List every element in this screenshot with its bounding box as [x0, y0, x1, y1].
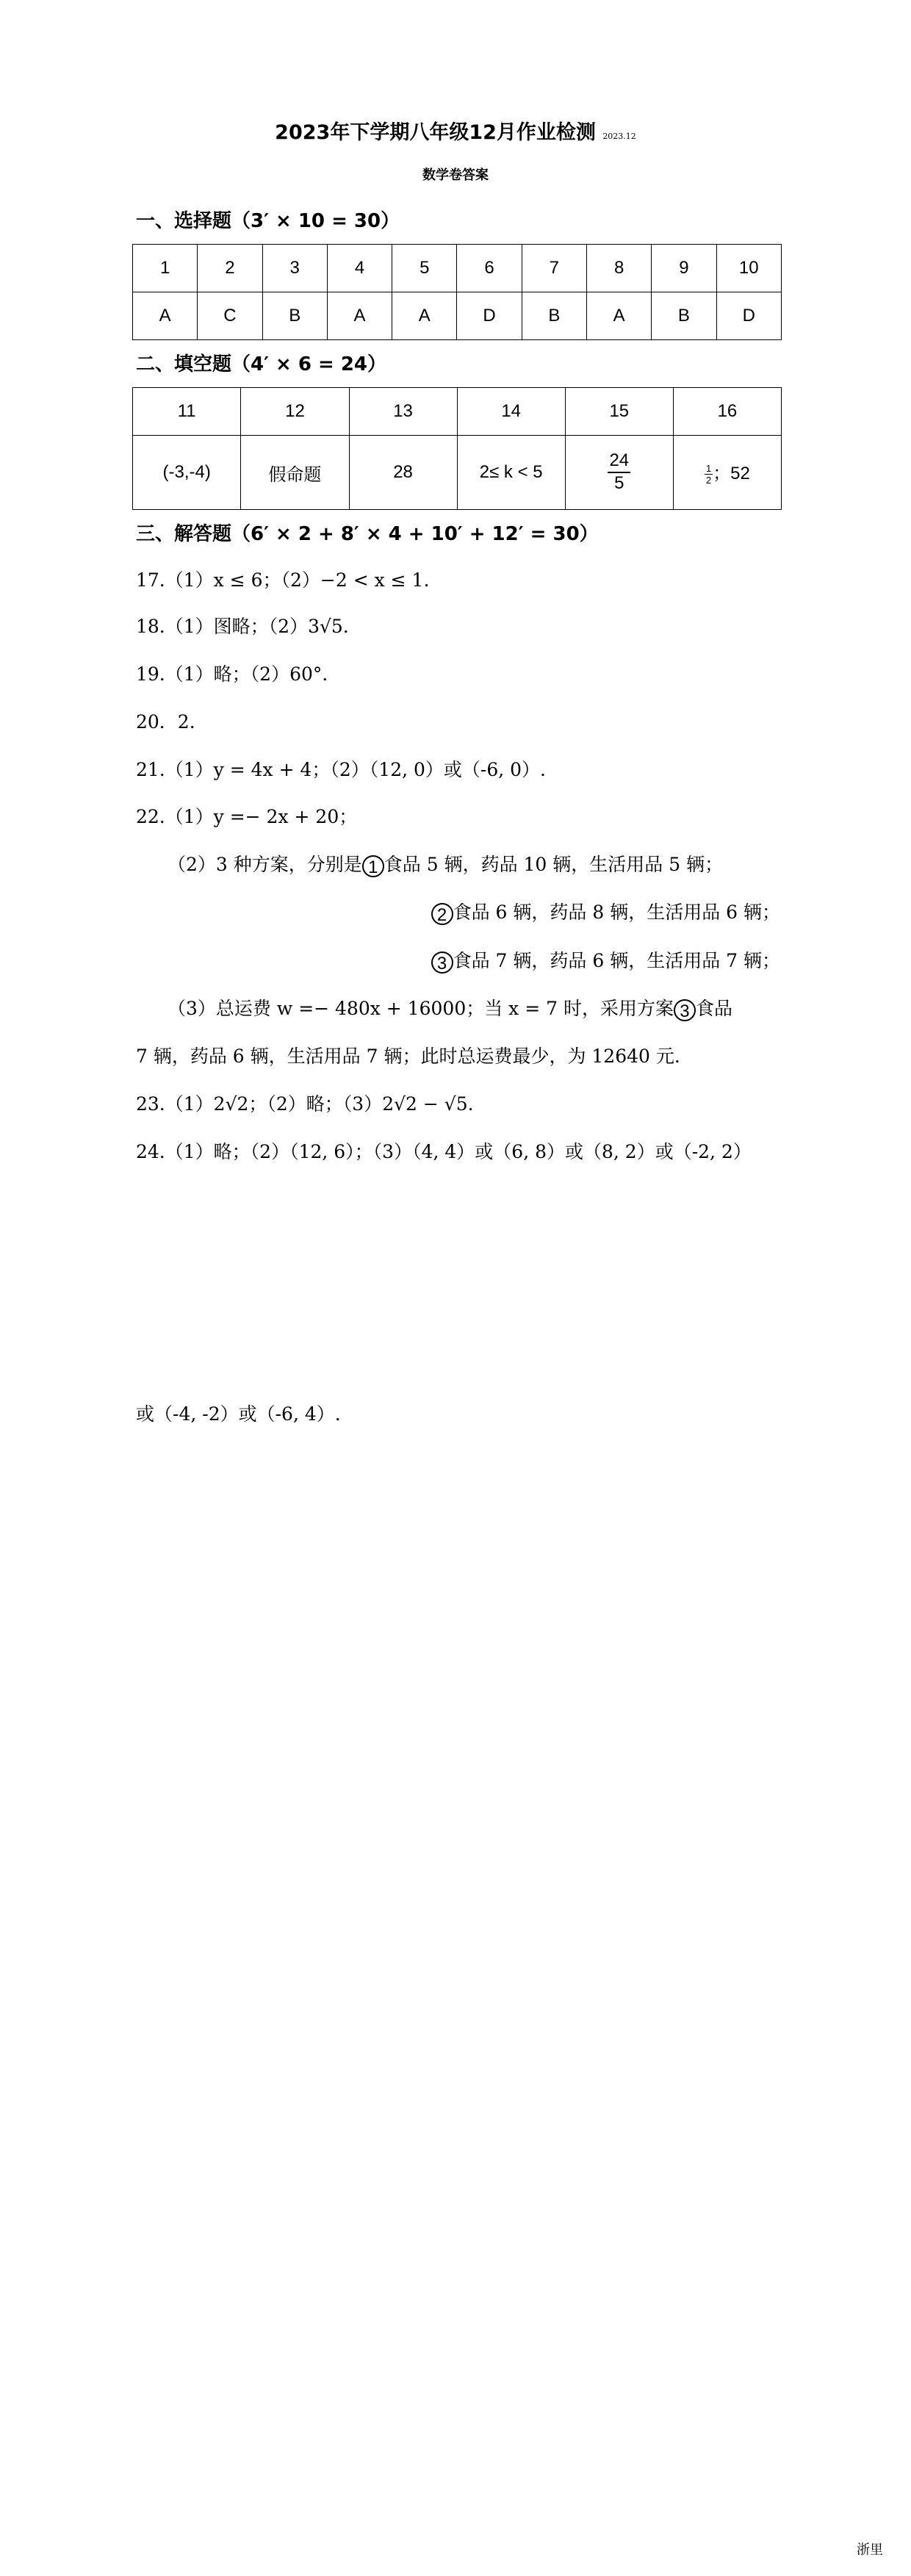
q-answer: D	[716, 292, 781, 340]
fraction: $\frac{1}{2}$	[705, 462, 712, 486]
q-answer: B	[652, 292, 716, 340]
section1-heading: 一、选择题（3′ × 10 = 30）	[136, 210, 400, 232]
answer-24-cont: 或（-4, -2）或（-6, 4）.	[136, 1403, 341, 1425]
q-number: 2	[198, 245, 262, 292]
q-answer: A	[327, 292, 392, 340]
answer-15	[565, 436, 673, 510]
q-answer: D	[457, 292, 522, 340]
q-number: 11	[133, 388, 241, 436]
q-number: 1	[133, 245, 198, 292]
circle-number: 2	[431, 903, 453, 925]
q-number: 13	[349, 388, 457, 436]
answer-14: 2≤ k < 5	[457, 436, 565, 510]
q-number: 12	[241, 388, 349, 436]
answer-16: $\frac{1}{2}$ ；52	[673, 436, 781, 510]
fill-answer-table	[132, 387, 782, 510]
q-answer: A	[587, 292, 652, 340]
answer-22-part1: 22.（1）y =− 2x + 20；	[136, 806, 358, 827]
fraction: $\frac{24}{5}$	[609, 450, 630, 493]
q-answer: C	[198, 292, 262, 340]
q-number: 8	[587, 245, 652, 292]
q-number: 10	[716, 245, 781, 292]
q-number: 4	[327, 245, 392, 292]
q-number: 14	[457, 388, 565, 436]
q-number: 5	[392, 245, 457, 292]
subtitle: 数学卷答案	[422, 168, 489, 183]
q-number: 6	[457, 245, 522, 292]
q-number: 9	[652, 245, 716, 292]
answer-23: 23.（1）2√2；（2）略；（3）2√2 − √5.	[136, 1093, 474, 1115]
answer-22-plan2: 2 食品 6 辆，药品 8 辆，生活用品 6 辆；	[431, 898, 780, 925]
q-answer: B	[522, 292, 586, 340]
answer-18: 18.（1）图略；（2）3√5.	[136, 616, 349, 637]
answer-13: 28	[349, 436, 457, 510]
page-title: 2023年下学期八年级12月作业检测 2023.12	[275, 121, 636, 144]
circle-number: 3	[431, 951, 453, 974]
footer-watermark: 浙里	[857, 2542, 883, 2558]
q-number: 7	[522, 245, 586, 292]
answer-21: 21.（1）y = 4x + 4；（2）（12, 0）或（-6, 0）.	[136, 759, 546, 780]
q-answer: B	[262, 292, 327, 340]
q-answer: A	[392, 292, 457, 340]
section3-heading: 三、解答题（6′ × 2 + 8′ × 4 + 10′ + 12′ = 30）	[136, 523, 599, 545]
q-number: 16	[673, 388, 781, 436]
q-answer: A	[133, 292, 198, 340]
answer-22-plan3: 3 食品 7 辆，药品 6 辆，生活用品 7 辆；	[431, 946, 780, 974]
section2-heading: 二、填空题（4′ × 6 = 24）	[136, 353, 386, 375]
answer-17: 17.（1）x ≤ 6；（2）−2 < x ≤ 1.	[136, 569, 430, 591]
answer-24: 24.（1）略；（2）（12, 6）；（3）（4, 4）或（6, 8）或（8, 2）或（-2, 2）	[136, 1141, 752, 1162]
answer-12: 假命题	[241, 436, 349, 510]
answer-19: 19.（1）略；（2）60°．	[136, 663, 341, 685]
answer-22-part2: （2）3 种方案，分别是 1 食品 5 辆，药品 10 辆，生活用品 5 辆；	[168, 854, 724, 877]
circle-number: 3	[674, 999, 696, 1021]
q-number: 3	[262, 245, 327, 292]
title-date: 2023.12	[602, 132, 636, 141]
q-number: 15	[565, 388, 673, 436]
answer-22-part3: （3）总运费 w =− 480x + 16000；当 x = 7 时，采用方案 3 食品	[168, 998, 732, 1021]
answer-20: 20．2.	[136, 711, 195, 733]
answer-11: (-3,-4)	[133, 436, 241, 510]
answer-22-part3-cont: 7 辆，药品 6 辆，生活用品 7 辆；此时总运费最少，为 12640 元.	[136, 1046, 680, 1067]
circle-number: 1	[362, 855, 384, 877]
choice-answer-table	[132, 244, 782, 340]
